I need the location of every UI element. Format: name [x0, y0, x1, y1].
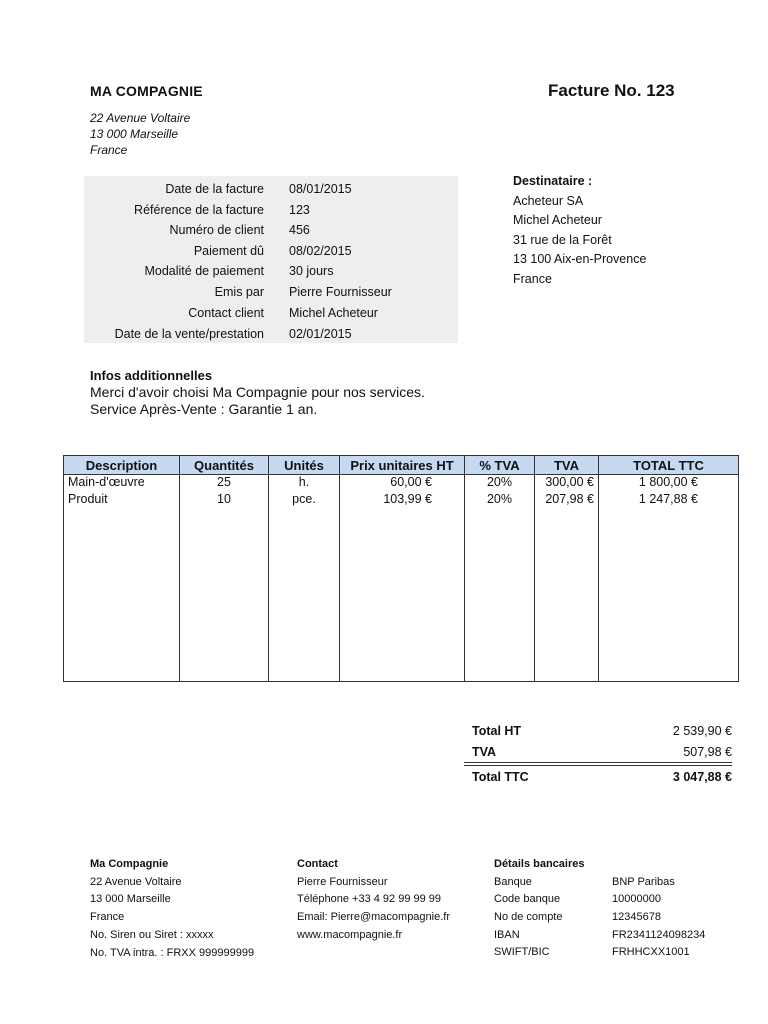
meta-value: Michel Acheteur [289, 306, 378, 320]
footer-company [90, 856, 254, 962]
header-vat-rate: % TVA [465, 456, 535, 475]
total-vat-value: 507,98 € [683, 745, 732, 759]
footer-bank-title: Détails bancaires [494, 858, 585, 870]
footer-company-line: 22 Avenue Voltaire [90, 875, 182, 888]
bank-row [494, 909, 724, 927]
company-name: MA COMPAGNIE [90, 83, 203, 99]
header-description: Description [64, 456, 180, 475]
recipient-line: France [513, 271, 552, 286]
bank-value: BNP Paribas [612, 875, 675, 888]
total-ttc-row [464, 765, 732, 787]
total-vat-label: TVA [472, 745, 497, 759]
cell-vat-rate: 20% [465, 492, 535, 509]
bank-row [494, 927, 724, 945]
meta-value: 08/01/2015 [289, 182, 352, 196]
recipient-line: Michel Acheteur [513, 213, 602, 227]
empty-cell [535, 509, 599, 682]
total-vat-row [464, 741, 732, 763]
meta-value: 08/02/2015 [289, 244, 352, 258]
table-row [64, 475, 739, 493]
bank-value: 12345678 [612, 911, 661, 924]
cell-quantity: 25 [180, 475, 269, 493]
cell-unit: pce. [269, 492, 340, 509]
meta-value: 02/01/2015 [289, 327, 352, 341]
meta-label: Numéro de client [169, 223, 264, 237]
meta-row-client-number [84, 219, 458, 239]
footer-company-line: France [90, 911, 125, 924]
bank-label: No de compte [494, 911, 563, 924]
cell-total: 1 247,88 € [599, 492, 739, 509]
total-ttc-value: 3 047,88 € [672, 770, 732, 784]
bank-row [494, 891, 724, 909]
cell-vat: 207,98 € [535, 492, 599, 509]
table-empty-row [64, 509, 739, 682]
meta-label: Contact client [188, 306, 264, 320]
footer-contact-email: Email: Pierre@macompagnie.fr [297, 911, 450, 924]
footer-contact-title: Contact [297, 858, 338, 870]
company-address-line: 13 000 Marseille [90, 127, 179, 141]
company-address-line: 22 Avenue Voltaire [90, 111, 191, 125]
bank-value: 10000000 [612, 893, 661, 906]
meta-value: 456 [289, 223, 310, 237]
footer-company-line: No. Siren ou Siret : xxxxx [90, 928, 214, 941]
footer-company-line: 13 000 Marseille [90, 893, 171, 906]
footer-company-line: No. TVA intra. : FRXX 999999999 [90, 946, 255, 959]
header-vat: TVA [535, 456, 599, 475]
footer-contact-line: Pierre Fournisseur [297, 875, 388, 888]
empty-cell [180, 509, 269, 682]
total-ht-value: 2 539,90 € [672, 724, 732, 738]
empty-cell [599, 509, 739, 682]
bank-row [494, 944, 724, 962]
recipient-line: 31 rue de la Forêt [513, 232, 612, 247]
footer-bank [494, 856, 724, 962]
bank-row [494, 874, 724, 892]
recipient-line: Acheteur SA [513, 193, 584, 208]
table-row [64, 492, 739, 509]
footer-contact [297, 856, 450, 945]
total-ht-label: Total HT [472, 724, 522, 738]
additional-info-line: Merci d'avoir choisi Ma Compagnie pour nos services. [90, 384, 425, 400]
cell-total: 1 800,00 € [599, 475, 739, 493]
footer-company-title: Ma Compagnie [90, 858, 169, 870]
meta-row-sale-date [84, 323, 458, 343]
recipient-title: Destinataire : [513, 174, 593, 188]
meta-row-client-contact [84, 302, 458, 322]
empty-cell [465, 509, 535, 682]
cell-description: Main-d'œuvre [64, 475, 180, 493]
cell-quantity: 10 [180, 492, 269, 509]
invoice-meta-box [84, 176, 458, 343]
invoice-title: Facture No. 123 [548, 81, 675, 100]
meta-label: Paiement dû [193, 244, 264, 258]
cell-unit: h. [269, 475, 340, 493]
meta-label: Date de la vente/prestation [114, 327, 264, 341]
items-table [63, 455, 739, 682]
meta-label: Référence de la facture [134, 203, 264, 217]
meta-row-issued-by [84, 281, 458, 301]
meta-value: Pierre Fournisseur [289, 285, 392, 299]
company-address-line: France [90, 143, 128, 157]
meta-label: Modalité de paiement [144, 264, 264, 278]
total-ttc-label: Total TTC [472, 770, 529, 784]
recipient-block [513, 172, 646, 289]
bank-value: FRHHCXX1001 [612, 946, 690, 959]
bank-value: FR2341124098234 [612, 928, 706, 941]
cell-vat-rate: 20% [465, 475, 535, 493]
meta-value: 30 jours [289, 264, 334, 278]
additional-info-title: Infos additionnelles [90, 368, 213, 383]
additional-info [90, 367, 425, 418]
meta-row-payment-terms [84, 260, 458, 280]
empty-cell [340, 509, 465, 682]
empty-cell [269, 509, 340, 682]
footer-contact-website: www.macompagnie.fr [297, 928, 403, 941]
header-units: Unités [269, 456, 340, 475]
meta-row-reference [84, 199, 458, 219]
bank-label: IBAN [494, 928, 520, 941]
cell-description: Produit [64, 492, 180, 509]
bank-label: Banque [494, 875, 532, 888]
additional-info-line: Service Après-Vente : Garantie 1 an. [90, 401, 318, 417]
meta-value: 123 [289, 203, 310, 217]
meta-label: Emis par [214, 285, 264, 299]
meta-row-date [84, 178, 458, 198]
meta-row-payment-due [84, 240, 458, 260]
total-ht-row [464, 720, 732, 741]
header-unit-price: Prix unitaires HT [340, 456, 465, 475]
totals-block [464, 720, 732, 787]
header-quantities: Quantités [180, 456, 269, 475]
meta-label: Date de la facture [165, 182, 264, 196]
bank-label: SWIFT/BIC [494, 946, 550, 959]
company-address [90, 110, 190, 158]
cell-unit-price: 60,00 € [340, 475, 465, 493]
bank-label: Code banque [494, 893, 561, 906]
cell-vat: 300,00 € [535, 475, 599, 493]
table-header-row [64, 456, 739, 475]
cell-unit-price: 103,99 € [340, 492, 465, 509]
recipient-line: 13 100 Aix-en-Provence [513, 252, 647, 266]
header-total-ttc: TOTAL TTC [599, 456, 739, 475]
empty-cell [64, 509, 180, 682]
footer-contact-phone: Téléphone +33 4 92 99 99 99 [297, 893, 442, 906]
